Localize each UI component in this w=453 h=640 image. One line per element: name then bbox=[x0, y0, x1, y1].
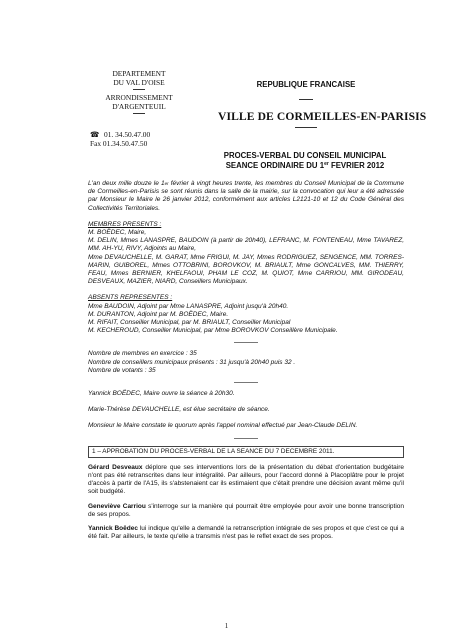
arrondissement-name: D'ARGENTEUIL bbox=[112, 102, 166, 111]
absents-section bbox=[88, 294, 404, 335]
arrondissement-line: ARRONDISSEMENT bbox=[105, 93, 173, 102]
divider bbox=[234, 342, 258, 343]
republic-heading: REPUBLIQUE FRANCAISE bbox=[256, 80, 356, 89]
intro-sup: er bbox=[164, 181, 169, 186]
fax-number: Fax 01.34.50.47.50 bbox=[90, 139, 148, 148]
divider bbox=[299, 99, 313, 100]
title-line-1: PROCES-VERBAL DU CONSEIL MUNICIPAL bbox=[223, 151, 387, 160]
members-line: M. DELIN, Mmes LANASPRE, BAUDOIN (à partir de 20h40), LEFRANC, M. FONTENEAU, Mme TAVAREZ, MM. AH-YU, RIVY, Adjoints au Maire, bbox=[88, 237, 404, 253]
section-1-heading: 1 – APPROBATION DU PROCES-VERBAL DE LA SEANCE DU 7 DECEMBRE 2011. bbox=[88, 446, 404, 458]
paragraph-text: déplore que ses interventions lors de la présentation du débat d'orientation budgétaire n'ont pas été retranscrites dans leur intégralité. Par ailleurs, pour l'accord donné à Placoplâtre pour le projet d'accès à partir de l'A15, ils s'abstenaient car ils estimaient que c'était prendre une décision avant même qu'il soit budgété. bbox=[88, 463, 404, 496]
paragraph-carriou bbox=[88, 503, 404, 519]
title-date-pre: SEANCE ORDINAIRE DU 1 bbox=[225, 160, 325, 170]
title-date-sup: er bbox=[324, 160, 329, 167]
telephone-icon: ☎ bbox=[90, 130, 100, 139]
secretary-note: Marie-Thérèse DEVAUCHELLE, est élue secrétaire de séance. bbox=[88, 406, 270, 414]
absent-line: Mme BAUDOIN, Adjoint par Mme LANASPRE, Adjoint jusqu'à 20h40. bbox=[88, 302, 289, 310]
absent-line: M. KECHEROUD, Conseiller Municipal, par Mme BOROVKOV Conseillère Municipale. bbox=[88, 327, 338, 335]
counts-section bbox=[88, 350, 404, 375]
members-present-heading: MEMBRES PRESENTS : bbox=[88, 220, 162, 228]
opening-note: Yannick BOËDEC, Maire ouvre la séance à 20h30. bbox=[88, 390, 235, 398]
divider bbox=[133, 89, 145, 90]
divider bbox=[133, 113, 145, 114]
departement-name: DU VAL D'OISE bbox=[113, 78, 165, 87]
contact-block bbox=[90, 130, 200, 148]
phone-number: 01. 34.50.47.00 bbox=[104, 130, 151, 139]
speaker-name: Yannick Boëdec bbox=[88, 525, 138, 533]
republic-block bbox=[218, 80, 427, 128]
paragraph-text: lui indique qu'elle a demandé la retranscription intégrale de ses propos et que c'est ce qui a été fait. Par ailleurs, le texte qu'elle a transmis n'est pas le reflet exact de ses propos. bbox=[88, 525, 404, 541]
absents-heading: ABSENTS REPRESENTES : bbox=[88, 294, 173, 302]
intro-text-pre: L'an deux mille douze le 1 bbox=[88, 180, 165, 187]
speaker-name: Gérard Desveaux bbox=[88, 463, 143, 471]
divider bbox=[295, 127, 317, 128]
departement-line: DEPARTEMENT bbox=[112, 69, 166, 78]
members-present-section bbox=[88, 221, 404, 287]
count-votants: Nombre de votants : 35 bbox=[88, 366, 156, 374]
divider bbox=[234, 438, 258, 439]
absent-line: M. DURANTON, Adjoint par M. BOËDEC, Maire. bbox=[88, 310, 229, 318]
count-presents: Nombre de conseillers municipaux présents : 31 jusqu'à 20h40 puis 32 . bbox=[88, 358, 296, 366]
paragraph-text: s'interroge sur la manière qui pourrait être employée pour avoir une bonne transcription de ses propos. bbox=[88, 502, 404, 518]
document-title bbox=[170, 151, 440, 170]
city-heading: VILLE DE CORMEILLES-EN-PARISIS bbox=[218, 110, 427, 123]
departement-block bbox=[90, 69, 188, 117]
intro-paragraph bbox=[88, 180, 404, 213]
paragraph-boedec bbox=[88, 525, 404, 541]
title-line-2 bbox=[170, 161, 440, 171]
members-line: M. BOËDEC, Maire, bbox=[88, 229, 147, 237]
count-exercice: Nombre de membres en exercice : 35 bbox=[88, 350, 197, 358]
members-line: Mme DEVAUCHELLE, M. GARAT, Mme FRIGUI, M. JAY, Mmes RODRIGUEZ, SENGENCE, MM. TORRES-MARIN, GUIBOREL, Mmes OTTOBRINI, BOROVKOV, M. BRIAULT, Mme GONCALVES, MM. THIERRY, FEAU, Mmes BERNIER, KHELFAOUI, PHAM LE COZ, M. QUIOT, Mme CARRIOU, MM. GIRODEAU, DESVEAUX, MAZIER, NIARD, Conseillers Municipaux. bbox=[88, 253, 404, 286]
quorum-note: Monsieur le Maire constate le quorum après l'appel nominal effectué par Jean-Claude DELIN. bbox=[88, 422, 358, 430]
document-body bbox=[88, 180, 404, 542]
speaker-name: Geneviève Carriou bbox=[88, 502, 146, 510]
page-number: 1 bbox=[224, 622, 229, 630]
divider bbox=[234, 382, 258, 383]
paragraph-desveaux bbox=[88, 464, 404, 497]
phone-row bbox=[90, 130, 200, 139]
title-date-post: FEVRIER 2012 bbox=[328, 160, 385, 170]
absent-line: M. RIFAIT, Conseiller Municipal, par M. BRIAULT, Conseiller Municipal bbox=[88, 319, 291, 327]
intro-text-post: février à vingt heures trente, les membres du Conseil Municipal de la Commune de Cormeilles-en-Parisis se sont réunis dans la salle de la mairie, sur la convocation qui leur a été adressée par Monsieur le Maire le 26 janvier 2012, conformément aux articles L2121-10 et 12 du Code Général des Collectivités Territoriales. bbox=[88, 180, 404, 212]
